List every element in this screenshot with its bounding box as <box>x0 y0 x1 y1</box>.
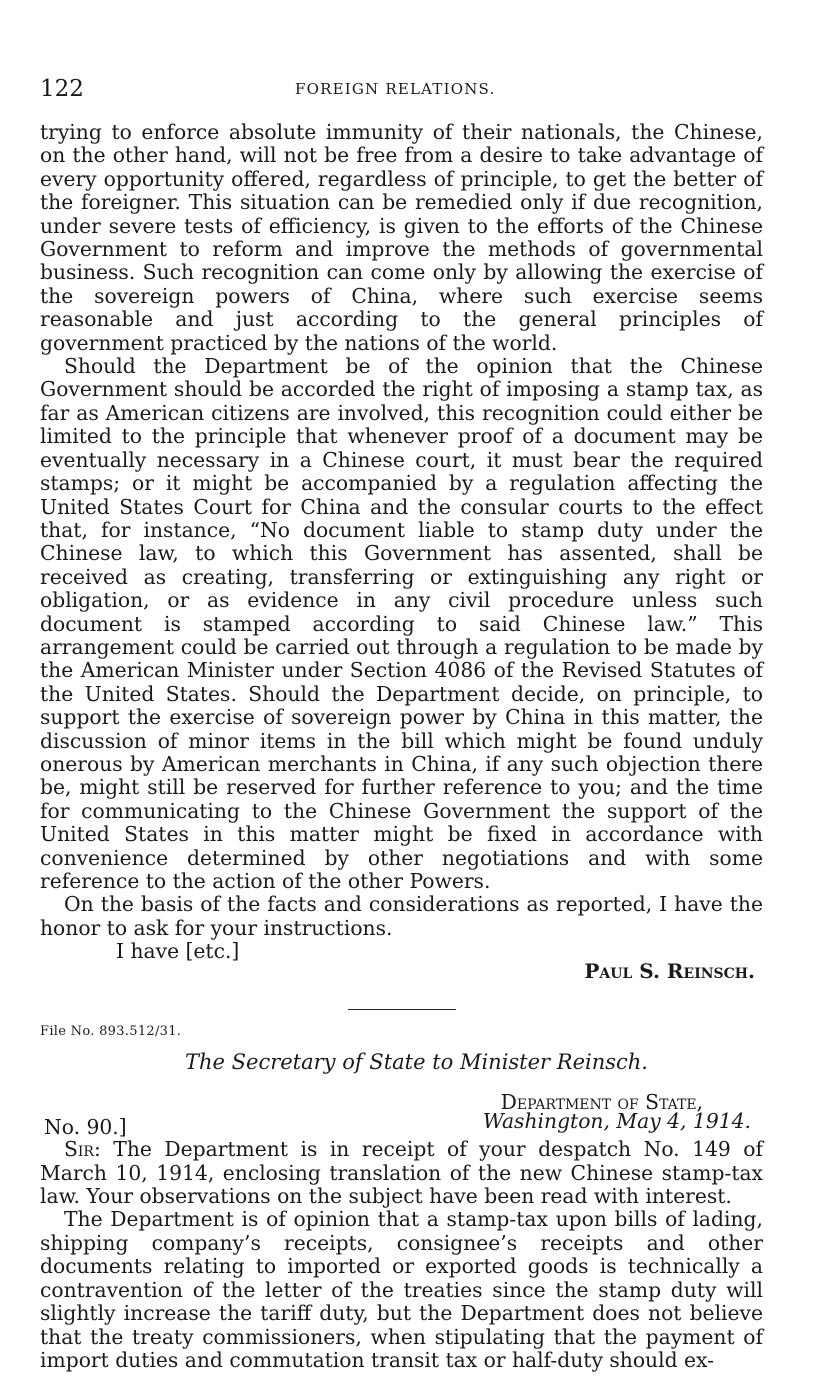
paragraph-request-instructions: On the basis of the facts and considerations as reported, I have the honor to ask for your instructions. <box>40 892 763 940</box>
paragraph-receipt-text: The Department is in receipt of your despatch No. 149 of March 10, 1914, enclosing translation of the new Chinese stamp-tax law. Your observations on the subject have been read with interest. <box>40 1137 764 1209</box>
section-divider <box>348 1009 456 1010</box>
dateline-row <box>40 1109 763 1140</box>
document-title: The Secretary of State to Minister Reinsch. <box>185 1050 648 1075</box>
page-header <box>40 76 761 108</box>
department-heading: Department of State, <box>500 1089 703 1114</box>
document-number: No. 90.] <box>44 1115 127 1140</box>
paragraph-stamp-tax-recognition: Should the Department be of the opinion that the Chinese Government should be accorded the right of imposing a stamp tax, as far as American citizens are involved, this recognition could either be limited to the principle that whenever proof of a document may be eventually necessary in a Chinese court, it must bear the required stamps; or it might be accompanied by a regulation affecting the United States Court for China and the consular courts to the effect that, for instance, “No document liable to stamp duty under the Chinese law, to which this Government has assented, shall be received as creating, transferring or extinguishing any right or obligation, or as evidence in any civil procedure unless such document is stamped according to said Chinese law.” This arrangement could be carried out through a regulation to be made by the American Minister under Section 4086 of the Revised Statutes of the United States. Should the Department decide, on principle, to support the exercise of sovereign power by China in this matter, the discussion of minor items in the bill which might be found unduly onerous by American merchants in China, if any such objection there be, might still be reserved for further reference to you; and the time for communicating to the Chinese Government the support of the United States in this matter might be fixed in accordance with convenience determined by other negotiations and with some reference to the action of the other Powers. <box>40 354 763 893</box>
closing-phrase: I have [etc.] <box>116 939 240 964</box>
running-head: FOREIGN RELATIONS. <box>295 80 496 98</box>
paragraph-receipt <box>40 1138 763 1208</box>
place-date: Washington, May 4, 1914. <box>482 1109 751 1134</box>
paragraph-continued: trying to enforce absolute immunity of their nationals, the Chinese, on the other hand, will not be free from a desire to take advantage of every opportunity offered, regardless of principle, to get the better of the foreigner. This situation can be remedied only if due recognition, under severe tests of efficiency, is given to the efforts of the Chinese Government to reform and improve the methods of governmental business. Such recognition can come only by allowing the exercise of the sovereign powers of China, where such exercise seems reasonable and just according to the general principles of government practiced by the nations of the world. <box>40 120 763 355</box>
file-number: File No. 893.512/31. <box>40 1024 182 1040</box>
paragraph-department-opinion: The Department is of opinion that a stamp-tax upon bills of lading, shipping company’s receipts, consignee’s receipts and other documents relating to imported or exported goods is technically a contravention of the letter of the treaties since the stamp duty will slightly increase the tariff duty, but the Department does not believe that the treaty commissioners, when stipulating that the payment of import duties and commutation transit tax or half-duty should ex- <box>40 1207 763 1372</box>
signature: Paul S. Reinsch. <box>584 958 755 983</box>
salutation: Sir: <box>64 1137 101 1162</box>
document-body <box>40 121 763 1372</box>
page-number: 122 <box>40 76 84 102</box>
